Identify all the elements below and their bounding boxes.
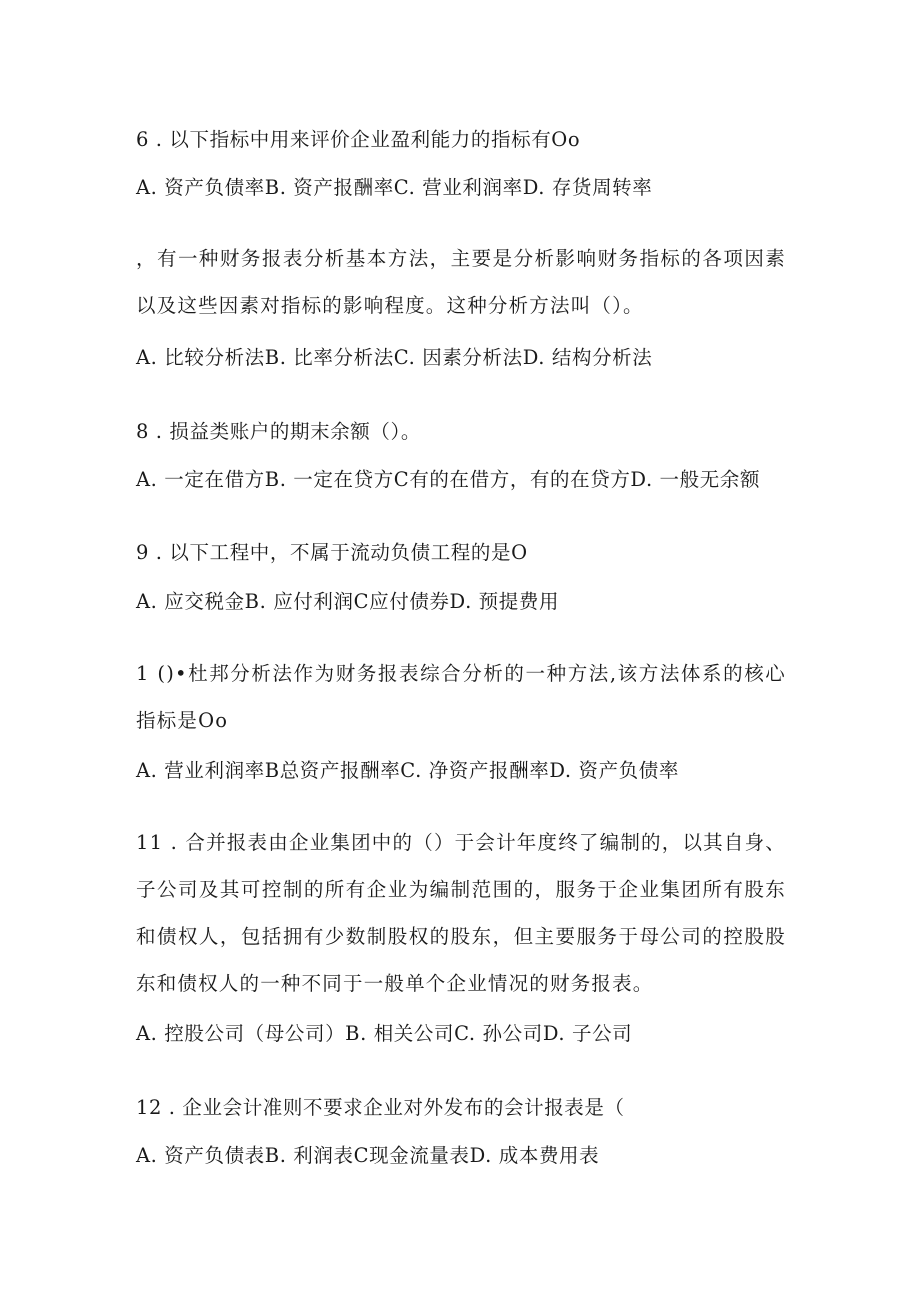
question-11-text: 11 . 合并报表由企业集团中的（）于会计年度终了编制的，以其自身、子公司及其可控制的所有企业为编制范围的，服务于企业集团所有股东和债权人，包括拥有少数制股权的股东，但主要服务于母公司的控股股东和债权人的一种不同于一般单个企业情况的财务报表。 [136, 831, 786, 995]
question-7-options: A. 比较分析法B. 比率分析法C. 因素分析法D. 结构分析法 [136, 346, 653, 369]
question-7-text: ，有一种财务报表分析基本方法，主要是分析影响财务指标的各项因素以及这些因素对指标的影响程度。这种分析方法叫（）。 [136, 247, 786, 317]
question-6-text: 6 . 以下指标中用来评价企业盈利能力的指标有Oo [136, 128, 581, 151]
question-11-options: A. 控股公司（母公司）B. 相关公司C. 孙公司D. 子公司 [136, 1022, 633, 1045]
question-9-text: 9 . 以下工程中，不属于流动负债工程的是O [136, 541, 528, 564]
question-10-text: 1 ()•杜邦分析法作为财务报表综合分析的一种方法,该方法体系的核心指标是Oo [136, 662, 786, 732]
question-12-options: A. 资产负债表B. 利润表C现金流量表D. 成本费用表 [136, 1144, 600, 1167]
question-9-options: A. 应交税金B. 应付利润C应付债券D. 预提费用 [136, 590, 560, 613]
question-8-text: 8 . 损益类账户的期末余额（）。 [136, 420, 421, 443]
question-12-text: 12 . 企业会计准则不要求企业对外发布的会计报表是（ [136, 1096, 625, 1119]
question-8-options: A. 一定在借方B. 一定在贷方C有的在借方，有的在贷方D. 一般无余额 [136, 468, 761, 491]
question-6-options: A. 资产负债率B. 资产报酬率C. 营业利润率D. 存货周转率 [136, 176, 653, 199]
question-10-options: A. 营业利润率B总资产报酬率C. 净资产报酬率D. 资产负债率 [136, 759, 679, 782]
